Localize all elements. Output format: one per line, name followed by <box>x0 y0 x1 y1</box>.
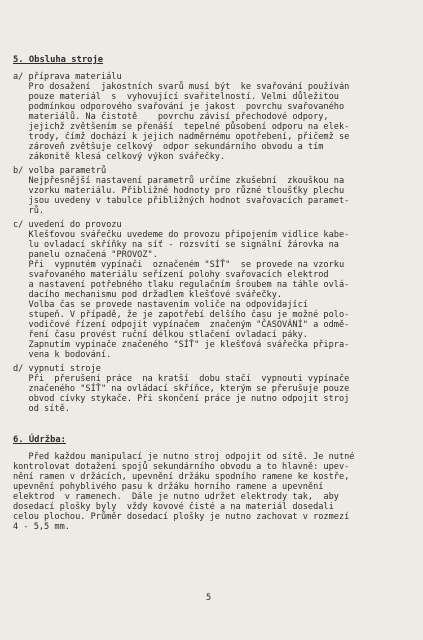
text-line: jejichž zvětšením se přenáší tepelné působení odporu na elek- <box>13 122 350 132</box>
text-line: kontrolovat dotažení spojů sekundárního obvodu a to hlavně: upev- <box>13 462 350 472</box>
text-line: panelu označená "PROVOZ". <box>13 250 158 260</box>
text-line: d/ vypnutí stroje <box>13 364 101 374</box>
text-line: Před každou manipulací je nutno stroj odpojit od sítě. Je nutné <box>13 452 355 462</box>
text-line: Volba čas se provede nastavením voliče na odpovídající <box>13 300 308 310</box>
text-line: trody, čímž dochází k jejich nadměrnému opotřebení, přičemž se <box>13 132 350 142</box>
text-line: svařovaného materiálu seřízení polohy svařovacích elektrod <box>13 270 329 280</box>
section-heading: 5. Obsluha stroje <box>13 55 104 65</box>
text-line: elektrod v ramenech. Dále je nutno udržet elektrody tak, aby <box>13 492 339 502</box>
text-line: zároveň zvětšuje celkový odpor sekundárního obvodu a tím <box>13 142 324 152</box>
text-line: od sítě. <box>13 404 70 414</box>
text-line: dacího mechanismu pod držadlem klešťové svářečky. <box>13 290 283 300</box>
text-line: a/ příprava materiálu <box>13 72 122 82</box>
text-line: Při vypnutém vypínači označeném "SÍŤ" se provede na vzorku <box>13 260 345 270</box>
text-line: upevnění pohyblivého pasu k držáku horního ramene a upevnění <box>13 482 324 492</box>
text-line: c/ uvedení do provozu <box>13 220 122 230</box>
text-line: Zapnutím vypínače značeného "SÍŤ" je klešťová svářečka připra- <box>13 340 350 350</box>
text-line: jsou uvedeny v tabulce přibližných hodnot svařovacích paramet- <box>13 196 350 206</box>
text-line: vena k bodování. <box>13 350 112 360</box>
text-line: ření času provést ruční délkou stlačení ovladací páky. <box>13 330 308 340</box>
text-line: obvod cívky stykače. Při skončení práce je nutno odpojit stroj <box>13 394 350 404</box>
text-line: Pro dosažení jakostních svarů musí být ke svařování používán <box>13 82 350 92</box>
text-line: celou plochou. Průměr dosedací plošky je nutno zachovat v rozmezí <box>13 512 350 522</box>
text-line: zákonitě klesá celkový výkon svářečky. <box>13 152 226 162</box>
text-line: a nastavení potřebného tlaku regulačním šroubem na táhle ovlá- <box>13 280 350 290</box>
text-line: nění ramen v držácích, upevnění držáku spodního ramene ke kostře, <box>13 472 350 482</box>
text-line: 4 - 5,5 mm. <box>13 522 70 532</box>
text-line: Při přerušení práce na kratší dobu stačí vypnouti vypínače <box>13 374 350 384</box>
text-line: rů. <box>13 206 45 216</box>
text-line: dosedací plošky byly vždy kovové čisté a na materiál dosedali <box>13 502 334 512</box>
text-line: vzorku materiálu. Přibližné hodnoty pro různé tloušťky plechu <box>13 186 345 196</box>
text-line: materiálů. Na čistotě povrchu závisí přechodové odpory, <box>13 112 329 122</box>
text-line: vodičové řízení odpojit vypínačem značeným "ČASOVÁNÍ" a odmě- <box>13 320 350 330</box>
text-line: lu ovladací skříňky na síť - rozsvítí se signální žárovka na <box>13 240 339 250</box>
text-line: Nejpřesnější nastavení parametrů určíme zkušební zkouškou na <box>13 176 345 186</box>
page-number: 5 <box>206 593 212 603</box>
text-line: podmínkou odporového svařování je jakost povrchu svařovaného <box>13 102 345 112</box>
text-line: b/ volba parametrů <box>13 166 107 176</box>
section-heading: 6. Údržba: <box>13 435 66 445</box>
text-line: pouze materiál s vyhovující svařitelností. Velmi důležitou <box>13 92 339 102</box>
text-line: stupeň. V případě, že je zapotřebí delšího času je možné polo- <box>13 310 350 320</box>
text-line: Klešťovou svářečku uvedeme do provozu připojením vidlice kabe- <box>13 230 350 240</box>
text-line: značeného "SÍŤ" na ovládací skříňce, kterým se přerušuje pouze <box>13 384 350 394</box>
